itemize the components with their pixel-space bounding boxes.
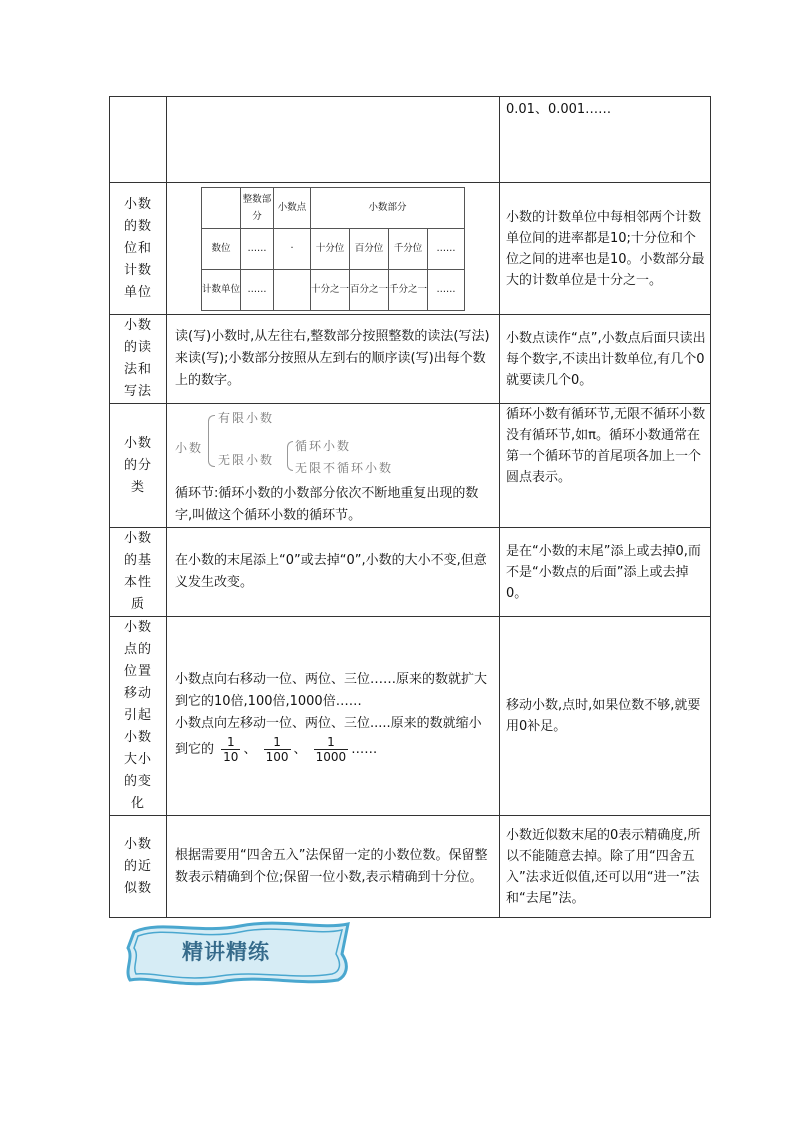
place-cell: ·: [274, 228, 311, 269]
table-row: [110, 528, 711, 617]
classification-diagram: [175, 405, 475, 481]
topic-cell: 小数的数位和计数单位: [110, 183, 167, 315]
table-row: [110, 97, 711, 183]
banner-label: 精讲精练: [182, 940, 270, 964]
place-cell: [274, 269, 311, 310]
note-cell: 0.01、0.001……: [500, 97, 711, 183]
place-header-blank: [202, 187, 241, 228]
table-row: [110, 617, 711, 816]
section-banner: [120, 914, 356, 988]
cls-repeating: 循环小数: [295, 438, 352, 453]
content-cell: [167, 617, 500, 816]
place-cell: ……: [241, 228, 274, 269]
content-cell: [167, 183, 500, 315]
table-row: [110, 183, 711, 315]
note-cell: 循环小数有循环节,无限不循环小数没有循环节,如π。循环小数通常在第一个循环节的首尾项各加上一个圆点表示。: [500, 404, 711, 528]
cls-finite: 有限小数: [218, 410, 275, 425]
place-header-decimal: 小数部分: [311, 187, 465, 228]
topic-cell: [110, 97, 167, 183]
place-cell: ……: [428, 269, 465, 310]
cls-infinite: 无限小数: [218, 452, 275, 467]
brace-icon: [287, 441, 293, 471]
content-cell: [167, 97, 500, 183]
place-cell: 百分之一: [350, 269, 389, 310]
cls-non-repeating: 无限不循环小数: [295, 460, 394, 475]
content-cell: [167, 404, 500, 528]
content-cell: 在小数的末尾添上“0”或去掉“0”,小数的大小不变,但意义发生改变。: [167, 528, 500, 617]
move-left-text: 小数点向左移动一位、两位、三位.....原来的数就缩小到它的 $\frac{1}{10}$ 、 $\frac{1}{100}$ 、 $\frac{1}{1000}$ ……: [175, 715, 482, 764]
topic-cell: 小数点的位置移动引起小数大小的变化: [110, 617, 167, 816]
topic-cell: 小数的近似数: [110, 816, 167, 918]
place-cell: 百分位: [350, 228, 389, 269]
place-cell: ……: [241, 269, 274, 310]
table-row: [110, 404, 711, 528]
content-cell: 根据需要用“四舍五入”法保留一定的小数位数。保留整数表示精确到个位;保留一位小数,表示精确到十分位。: [167, 816, 500, 918]
fraction: $\frac{1}{10}$: [223, 734, 239, 764]
topic-cell: 小数的基本性质: [110, 528, 167, 617]
topic-cell: 小数的分类: [110, 404, 167, 528]
fraction: $\frac{1}{100}$: [265, 734, 289, 764]
note-cell: 小数点读作“点”,小数点后面只读出每个数字,不读出计数单位,有几个0就要读几个0。: [500, 315, 711, 404]
place-cell: 千分之一: [389, 269, 428, 310]
note-cell: 小数的计数单位中每相邻两个计数单位间的进率都是10;十分位和个位之间的进率也是10。小数部分最大的计数单位是十分之一。: [500, 183, 711, 315]
place-cell: 十分位: [311, 228, 350, 269]
table-row: [110, 816, 711, 918]
place-cell: 千分位: [389, 228, 428, 269]
place-cell: 十分之一: [311, 269, 350, 310]
cls-root: 小数: [175, 440, 204, 455]
note-cell: 小数近似数末尾的0表示精确度,所以不能随意去掉。除了用“四舍五入”法求近似值,还可以用“进一”法和“去尾”法。: [500, 816, 711, 918]
move-right-text: 小数点向右移动一位、两位、三位……原来的数就扩大到它的10倍,100倍,1000倍……: [175, 671, 488, 709]
topic-cell: 小数的读法和写法: [110, 315, 167, 404]
table-row: [110, 315, 711, 404]
brace-icon: [208, 415, 215, 467]
cycle-definition: 循环节:循环小数的小数部分依次不断地重复出现的数字,叫做这个循环小数的循环节。: [175, 485, 479, 523]
content-cell: 读(写)小数时,从左往右,整数部分按照整数的读法(写法)来读(写);小数部分按照从左到右的顺序读(写)出每个数上的数字。: [167, 315, 500, 404]
place-cell: ……: [428, 228, 465, 269]
note-cell: 移动小数,点时,如果位数不够,就要用0补足。: [500, 617, 711, 816]
fraction: $\frac{1}{1000}$: [315, 734, 347, 764]
note-cell: 是在“小数的末尾”添上或去掉0,而不是“小数点的后面”添上或去掉0。: [500, 528, 711, 617]
place-cell: 计数单位: [202, 269, 241, 310]
place-cell: 数位: [202, 228, 241, 269]
knowledge-table: [109, 96, 711, 918]
place-value-table: [201, 187, 465, 311]
place-header-integer: 整数部分: [241, 187, 274, 228]
place-header-point: 小数点: [274, 187, 311, 228]
